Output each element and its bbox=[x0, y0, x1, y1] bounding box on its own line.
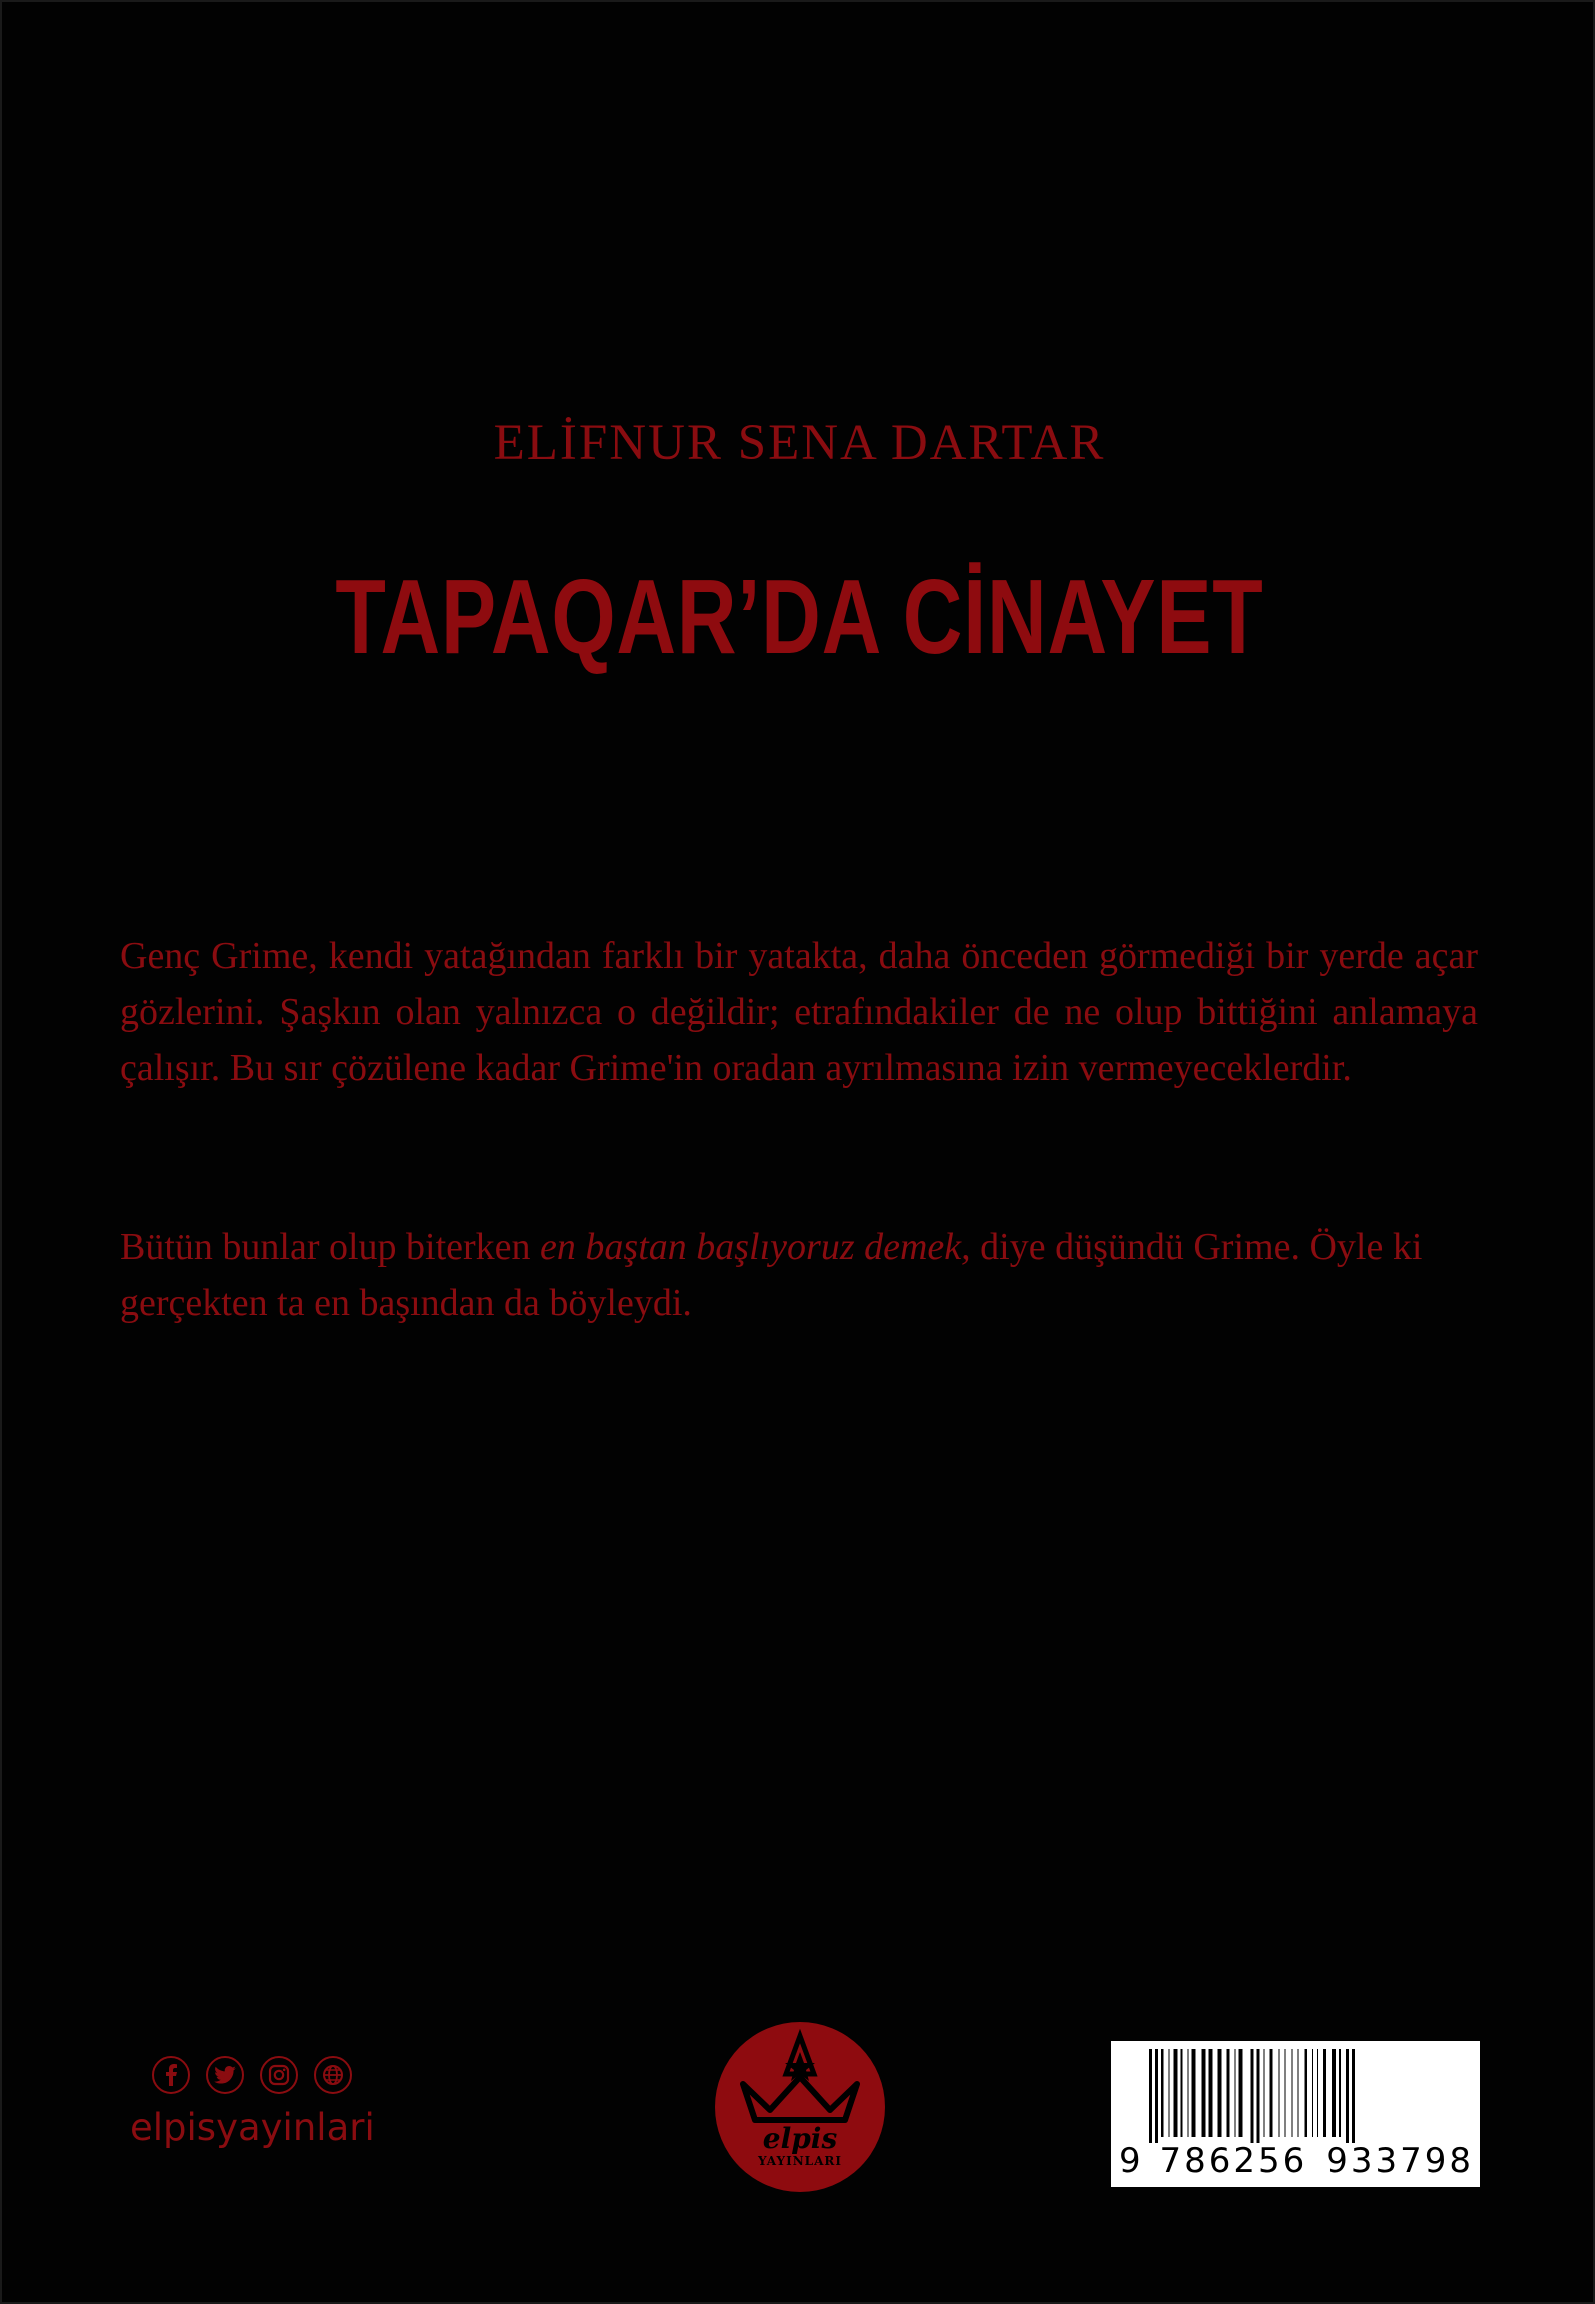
barcode-bar bbox=[1292, 2049, 1293, 2137]
isbn-group-2: 933798 bbox=[1326, 2141, 1474, 2181]
barcode-bar bbox=[1161, 2049, 1164, 2137]
barcode-bar bbox=[1251, 2049, 1254, 2143]
barcode-bar bbox=[1202, 2049, 1206, 2137]
blurb-paragraph-2-end: diye düşündü Grime. Öyle ki gerçekten ta en başından da böyleydi. bbox=[120, 1226, 1423, 1324]
barcode-bar bbox=[1270, 2049, 1273, 2137]
barcode-bar bbox=[1264, 2049, 1265, 2137]
barcode-bar bbox=[1285, 2049, 1286, 2137]
isbn-barcode bbox=[1111, 2041, 1480, 2187]
barcode-bar bbox=[1298, 2049, 1299, 2137]
publisher-name: elpis bbox=[762, 2122, 838, 2155]
barcode-bar bbox=[1279, 2049, 1280, 2137]
barcode-bar bbox=[1192, 2049, 1196, 2137]
barcode-bar bbox=[1181, 2049, 1183, 2137]
isbn-first-digit: 9 bbox=[1119, 2141, 1141, 2181]
facebook-icon[interactable] bbox=[152, 2056, 190, 2094]
barcode-bar bbox=[1149, 2049, 1152, 2143]
publisher-sub: YAYINLARI bbox=[758, 2154, 842, 2168]
barcode-bar bbox=[1312, 2049, 1313, 2137]
publisher-logo bbox=[715, 2022, 885, 2192]
social-handle[interactable]: elpisyayinlari bbox=[130, 2106, 375, 2149]
blurb-paragraph-2-italic: en baştan başlıyoruz demek, bbox=[540, 1226, 971, 1268]
barcode-bar bbox=[1323, 2049, 1326, 2137]
barcode-bar bbox=[1188, 2049, 1189, 2137]
barcode-bars bbox=[1111, 2041, 1480, 2143]
author-name: ELİFNUR SENA DARTAR bbox=[493, 415, 1106, 471]
isbn-group-1: 786256 bbox=[1159, 2141, 1308, 2181]
barcode-bar bbox=[1227, 2049, 1230, 2137]
barcode-bar bbox=[1346, 2049, 1349, 2143]
blurb-paragraph-2-start: Bütün bunlar olup biterken bbox=[120, 1226, 541, 1268]
barcode-bar bbox=[1169, 2049, 1170, 2137]
isbn-number bbox=[1119, 2141, 1474, 2181]
crown-star-icon bbox=[715, 2022, 885, 2132]
book-title: TAPAQAR’DA CİNAYET bbox=[335, 558, 1264, 676]
barcode-bar bbox=[1209, 2049, 1213, 2137]
barcode-bar bbox=[1305, 2049, 1308, 2137]
barcode-bar bbox=[1317, 2049, 1318, 2137]
barcode-bar bbox=[1235, 2049, 1236, 2137]
barcode-bar bbox=[1257, 2049, 1260, 2143]
blurb-paragraph-2 bbox=[120, 1219, 1478, 1331]
barcode-bar bbox=[1239, 2049, 1243, 2137]
web-icon[interactable] bbox=[314, 2056, 352, 2094]
social-icons bbox=[152, 2056, 400, 2094]
barcode-bar bbox=[1339, 2049, 1341, 2137]
barcode-bar bbox=[1218, 2049, 1222, 2137]
barcode-bar bbox=[1174, 2049, 1178, 2137]
social-block bbox=[130, 2056, 400, 2149]
twitter-icon[interactable] bbox=[206, 2056, 244, 2094]
barcode-bar bbox=[1155, 2049, 1158, 2143]
instagram-icon[interactable] bbox=[260, 2056, 298, 2094]
barcode-bar bbox=[1332, 2049, 1336, 2137]
barcode-bar bbox=[1352, 2049, 1355, 2143]
blurb-paragraph-1: Genç Grime, kendi yatağından farklı bir yatakta, daha önceden görmediği bir yerde açar gözlerini. Şaşkın olan yalnızca o değildir; etrafındakiler de ne olup bittiğini anlamaya çalışır. Bu sır çözülene kadar Grime'in oradan ayrılmasına izin vermeyeceklerdir. bbox=[120, 935, 1478, 1089]
